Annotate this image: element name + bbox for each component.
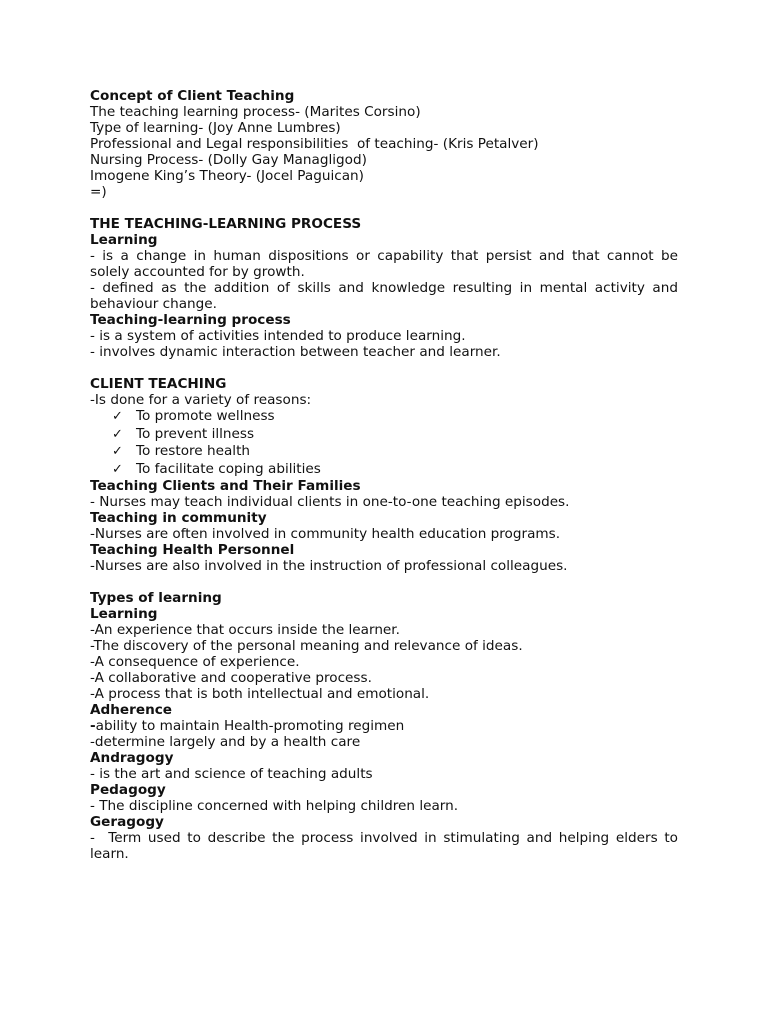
section-heading: Types of learning [90,590,222,606]
definition-text: - is a change in human dispositions or capability that persist and that cannot be solely accounted for by growth. [90,248,683,280]
spacer [90,574,678,590]
definition-text: - is a system of activities intended to produce learning. [90,328,466,344]
definition-text: -A process that is both intellectual and emotional. [90,686,430,702]
checklist-item-label: To facilitate coping abilities [136,460,321,477]
definition-text: - defined as the addition of skills and knowledge resulting in mental activity and behaviour change. [90,280,683,312]
term-heading: Teaching Health Personnel [90,542,295,558]
check-icon: ✓ [112,461,123,477]
definition-text: -determine largely and by a health care [90,734,361,750]
spacer [90,200,678,216]
section-heading: THE TEACHING-LEARNING PROCESS [90,216,362,232]
checklist-item [112,426,678,444]
document-title: Concept of Client Teaching [90,88,295,104]
definition-text: -An experience that occurs inside the learner. [90,622,400,638]
definition-text: - Term used to describe the process involved in stimulating and helping elders to learn. [90,830,683,862]
checklist-item [112,408,678,426]
checklist-item [112,461,678,479]
definition-text: - is the art and science of teaching adults [90,766,373,782]
checklist-item-label: To restore health [136,443,251,459]
spacer [90,360,678,376]
term-heading: Learning [90,606,158,622]
definition-text: -A consequence of experience. [90,654,300,670]
definition-text: - The discipline concerned with helping children learn. [90,798,459,814]
definition-text: -Nurses are often involved in community health education programs. [90,526,561,542]
term-heading: Pedagogy [90,782,166,798]
definition-dash: - [90,718,96,734]
assignment-item: Professional and Legal responsibilities of teaching- (Kris Petalver) [90,136,539,152]
term-heading: Teaching Clients and Their Families [90,478,361,494]
definition-text [90,718,678,734]
assignment-item: Type of learning- (Joy Anne Lumbres) [90,120,341,136]
definition-text-body: ability to maintain Health-promoting regimen [95,718,405,734]
section-heading: CLIENT TEACHING [90,376,227,392]
assignment-item: The teaching learning process- (Marites Corsino) [90,104,421,120]
assignment-item: Imogene King’s Theory- (Jocel Paguican) [90,168,364,184]
definition-text: - involves dynamic interaction between teacher and learner. [90,344,501,360]
checklist-item-label: To prevent illness [136,425,255,442]
term-heading: Learning [90,232,158,248]
checklist-item-label: To promote wellness [136,408,275,424]
term-heading: Andragogy [90,750,174,766]
checklist-item [112,443,678,461]
term-heading: Geragogy [90,814,164,830]
term-heading: Teaching-learning process [90,312,291,328]
assignment-item: =) [90,184,107,200]
document-page [90,88,683,862]
definition-text: - Nurses may teach individual clients in one-to-one teaching episodes. [90,494,570,510]
assignment-item: Nursing Process- (Dolly Gay Managligod) [90,152,367,168]
reasons-checklist [90,408,678,478]
check-icon: ✓ [112,426,123,442]
term-heading: Adherence [90,702,173,718]
definition-text: -A collaborative and cooperative process. [90,670,372,686]
term-heading: Teaching in community [90,510,267,526]
definition-text: -Is done for a variety of reasons: [90,392,312,408]
definition-text: -Nurses are also involved in the instruction of professional colleagues. [90,558,568,574]
check-icon: ✓ [112,409,123,424]
definition-text: -The discovery of the personal meaning and relevance of ideas. [90,638,523,654]
check-icon: ✓ [112,444,123,459]
